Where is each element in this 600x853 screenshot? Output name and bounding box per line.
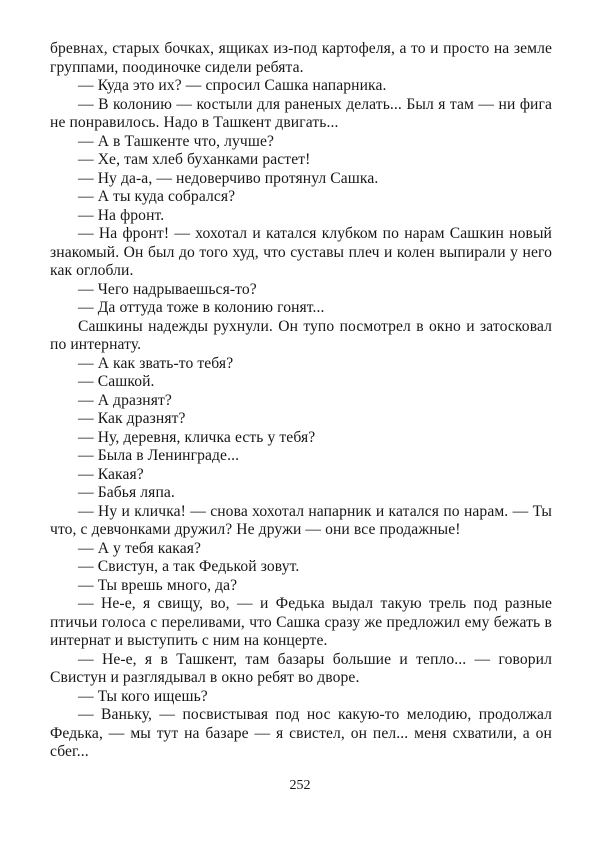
paragraph: — А как звать-то тебя? — [78, 354, 234, 372]
paragraph: — А в Ташкенте что, лучше? — [78, 132, 274, 150]
paragraph: — Не-е, я свищу, во, — и Федька выдал такую трель под разные птичьи голоса с переливами, что Сашка сразу же предложил ему бежать в интернат и выступить с ним на концерте. — [50, 595, 552, 649]
paragraph: — Была в Ленинграде... — [78, 447, 240, 464]
paragraph: — На фронт. — [78, 206, 165, 224]
paragraph: — Ты врешь много, да? — [78, 576, 238, 594]
paragraph: — Сашкой. — [78, 373, 155, 390]
paragraph: — А ты куда собрался? — [78, 188, 236, 205]
paragraph: — Да оттуда тоже в колонию гонят... — [78, 299, 325, 316]
paragraph: — Бабья ляпа. — [78, 484, 175, 501]
paragraph: — Куда это их? — спросил Сашка напарника. — [78, 77, 387, 94]
paragraph: — А дразнят? — [78, 391, 172, 409]
paragraph: — Ты кого ищешь? — [78, 687, 208, 705]
paragraph: — Чего надрываешься-то? — [78, 280, 257, 298]
paragraph: — Ваньку, — посвистывая под нос какую-то мелодию, продолжал Федька, — мы тут на базаре — я свистел, он пел... меня схватили, а он сбег... — [50, 706, 552, 760]
paragraph: Сашкины надежды рухнули. Он тупо посмотрел в окно и затосковал по интернату. — [50, 317, 552, 353]
paragraph: — Какая? — [78, 465, 144, 483]
paragraph: — Ну, деревня, кличка есть у тебя? — [78, 428, 316, 446]
paragraph: — На фронт! — хохотал и катался клубком по нарам Сашкин новый знакомый. Он был до того худ, что суставы плеч и колен выпирали у него как оглобли. — [50, 225, 552, 279]
paragraph: — Хе, там хлеб буханками растет! — [78, 151, 311, 168]
paragraph: — Не-е, я в Ташкент, там базары большие и тепло... — говорил Свистун и разглядывал в окно ребят во дворе. — [50, 650, 552, 686]
paragraph: — А у тебя какая? — [78, 539, 202, 557]
paragraph: — Свистун, а так Федькой зовут. — [78, 558, 300, 575]
paragraph: — Ну да-а, — недоверчиво протянул Сашка. — [78, 169, 379, 187]
page-number: 252 — [289, 778, 311, 793]
page-text — [50, 40, 552, 762]
paragraph: — Как дразнят? — [78, 410, 186, 427]
paragraph: — В колонию — костыли для раненых делать... Был я там — ни фига не понравилось. Надо в Ташкент двигать... — [50, 95, 552, 131]
paragraph: бревнах, старых бочках, ящиках из-под картофеля, а то и просто на земле группами, поодиночке сидели ребята. — [50, 40, 552, 76]
paragraph: — Ну и кличка! — снова хохотал напарник и катался по нарам. — Ты что, с девчонками дружил? Не дружи — они все продажные! — [50, 502, 552, 538]
